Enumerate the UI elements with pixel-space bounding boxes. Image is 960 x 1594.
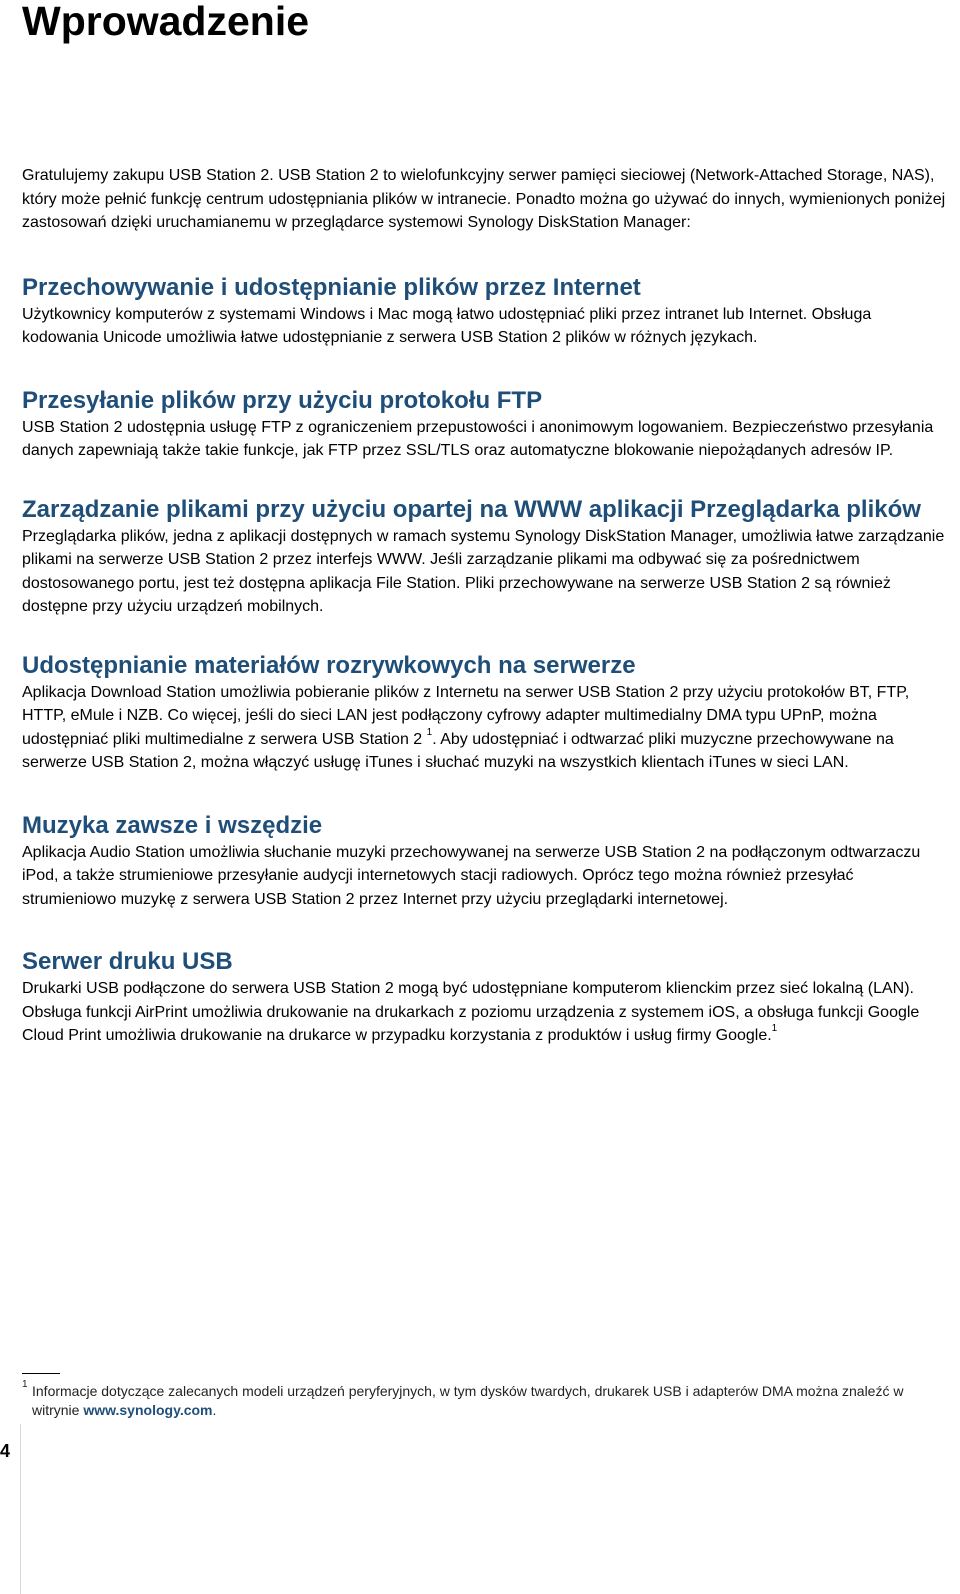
- heading-internet-sharing: Przechowywanie i udostępnianie plików przez Internet: [22, 273, 641, 301]
- page-title: Wprowadzenie: [22, 0, 310, 44]
- paragraph-file-browser: Przeglądarka plików, jedna z aplikacji dostępnych w ramach systemu Synology DiskStation Manager, umożliwia łatwe zarządzanie plikami na serwerze USB Station 2 przez interfejs WWW. Jeśli zarządzanie plikami ma odbywać się za pośrednictwem dostosowanego portu, jest też dostępna aplikacja File Station. Pliki przechowywane na serwerze USB Station 2 są również dostępne przy użyciu urządzeń mobilnych.: [22, 527, 945, 615]
- paragraph-print-server: [22, 977, 950, 1048]
- paragraph-music: Aplikacja Audio Station umożliwia słuchanie muzyki przechowywanej na serwerze USB Station 2 na podłączonym odtwarzaczu iPod, a także strumieniowe przesyłanie audycji internetowych stacji radiowych. Oprócz tego można również przesyłać strumieniowo muzykę z serwera USB Station 2 przez Internet przy użyciu przeglądarki internetowej.: [22, 843, 921, 908]
- heading-ftp: Przesyłanie plików przy użyciu protokołu FTP: [22, 386, 543, 414]
- footnote-text: [22, 1382, 950, 1420]
- page-number: 4: [0, 1441, 11, 1461]
- main-content: [22, 164, 950, 1048]
- heading-entertainment: Udostępnianie materiałów rozrywkowych na serwerze: [22, 651, 636, 679]
- margin-line: [20, 1424, 21, 1594]
- footnote-mark: 1: [22, 1379, 28, 1390]
- footnote-end: .: [212, 1402, 217, 1418]
- footnote-divider: [22, 1373, 60, 1374]
- heading-file-browser: Zarządzanie plikami przy użyciu opartej na WWW aplikacji Przeglądarka plików: [22, 495, 921, 523]
- paragraph-ftp: USB Station 2 udostępnia usługę FTP z ograniczeniem przepustowości i anonimowym logowaniem. Bezpieczeństwo przesyłania danych zapewniają także takie funkcje, jak FTP przez SSL/TLS oraz automatyczne blokowanie niepożądanych adresów IP.: [22, 418, 934, 459]
- paragraph-entertainment: [22, 681, 950, 775]
- heading-print-server: Serwer druku USB: [22, 948, 233, 975]
- heading-music: Muzyka zawsze i wszędzie: [22, 811, 323, 839]
- print-server-text: Drukarki USB podłączone do serwera USB Station 2 mogą być udostępniane komputerom klienckim przez sieć lokalną (LAN). Obsługa funkcji AirPrint umożliwia drukowanie na drukarkach z poziomu urządzenia z systemem iOS, a obsługa funkcji Google Cloud Print umożliwia drukowanie na drukarce w przypadku korzystania z produktów i usług firmy Google.: [22, 980, 920, 1044]
- footnote-body: Informacje dotyczące zalecanych modeli urządzeń peryferyjnych, w tym dysków twardych, drukarek USB i adapterów DMA można znaleźć w witrynie: [32, 1383, 904, 1418]
- footnote: [22, 1379, 950, 1420]
- intro-paragraph: Gratulujemy zakupu USB Station 2. USB Station 2 to wielofunkcyjny serwer pamięci sieciowej (Network-Attached Storage, NAS), który może pełnić funkcję centrum udostępniania plików w intranecie. Ponadto można go używać do innych, wymienionych poniżej zastosowań dzięki uruchamianemu w przeglądarce systemowi Synology DiskStation Manager:: [22, 167, 946, 231]
- entertainment-text-before: Aplikacja Download Station umożliwia pobieranie plików z Internetu na serwer USB Station 2 przy użyciu protokołów BT, FTP, HTTP, eMule i NZB. Co więcej, jeśli do sieci LAN jest podłączony cyfrowy adapter multimedialny DMA typu UPnP, można udostępniać pliki multimedialne z serwera USB Station 2: [22, 683, 910, 748]
- footnote-reference: 1: [771, 1023, 778, 1034]
- synology-link[interactable]: www.synology.com: [83, 1402, 213, 1418]
- paragraph-internet-sharing: Użytkownicy komputerów z systemami Windows i Mac mogą łatwo udostępniać pliki przez intranet lub Internet. Obsługa kodowania Unicode umożliwia łatwe udostępnianie z serwera USB Station 2 plików w różnych językach.: [22, 305, 872, 346]
- entertainment-text-after: . Aby udostępniać i odtwarzać pliki muzyczne przechowywane na serwerze USB Station 2, można włączyć usługę iTunes i słuchać muzyki na wszystkich klientach iTunes w sieci LAN.: [22, 730, 894, 771]
- footnote-reference: 1: [426, 726, 433, 738]
